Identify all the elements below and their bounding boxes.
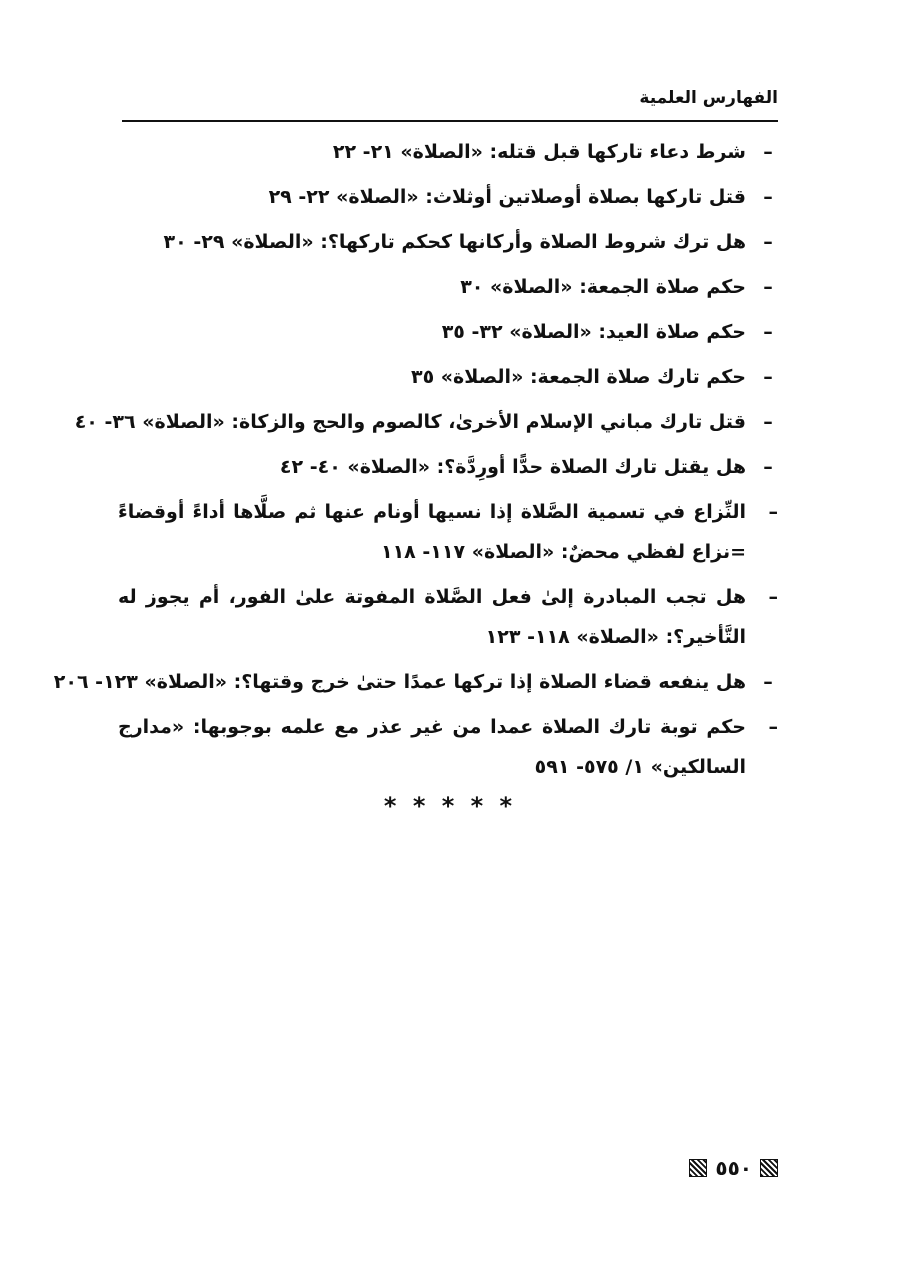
entry-dash: – (763, 366, 773, 388)
ornament-right-icon (760, 1159, 778, 1177)
entry-dash: – (763, 671, 773, 693)
running-header (122, 86, 778, 122)
entry-dash: – (763, 231, 773, 253)
index-entry (118, 492, 778, 572)
entry-text: هل ينفعه قضاء الصلاة إذا تركها عمدًا حتىٰ خرج وقتها؟: «الصلاة» ١٢٣- ٢٠٦ (53, 671, 746, 693)
header-title: الفهارس العلمية (639, 88, 778, 108)
page-number: ٥٥٠ (715, 1156, 752, 1180)
index-entry (118, 312, 778, 352)
entry-text: النِّزاع في تسمية الصَّلاة إذا نسيها أونام عنها ثم صلَّاها أداءً أوقضاءً =نزاع لفظي محضٌ: «الصلاة» ١١٧- ١١٨ (118, 501, 746, 563)
entry-dash: – (768, 501, 778, 523)
entry-text: شرط دعاء تاركها قبل قتله: «الصلاة» ٢١- ٢٢ (332, 141, 746, 163)
entry-text: قتل تارك مباني الإسلام الأخرىٰ، كالصوم والحج والزكاة: «الصلاة» ٣٦- ٤٠ (74, 411, 746, 433)
index-entry (118, 447, 778, 487)
index-entry (118, 132, 778, 172)
ornament-left-icon (689, 1159, 707, 1177)
index-entry (118, 177, 778, 217)
entry-dash: – (763, 411, 773, 433)
entry-text: حكم صلاة العيد: «الصلاة» ٣٢- ٣٥ (441, 321, 746, 343)
index-entry (53, 662, 778, 702)
index-entry (118, 577, 778, 657)
entry-dash: – (768, 586, 778, 608)
entry-dash: – (763, 456, 773, 478)
index-entry (118, 357, 778, 397)
entry-dash: – (763, 321, 773, 343)
entry-text: حكم صلاة الجمعة: «الصلاة» ٣٠ (460, 276, 746, 298)
entry-text: حكم توبة تارك الصلاة عمدا من غير عذر مع علمه بوجوبها: «مدارج السالكين» ١/ ٥٧٥- ٥٩١ (118, 716, 746, 778)
index-entry (74, 402, 778, 442)
entry-text: هل تجب المبادرة إلىٰ فعل الصَّلاة المفوتة علىٰ الفور، أم يجوز له التَّأخير؟: «الصلاة» ١١٨- ١٢٣ (118, 586, 746, 648)
entry-text: هل ترك شروط الصلاة وأركانها كحكم تاركها؟: «الصلاة» ٢٩- ٣٠ (163, 231, 746, 253)
entry-text: قتل تاركها بصلاة أوصلاتين أوثلاث: «الصلاة» ٢٢- ٢٩ (268, 186, 746, 208)
index-entry (118, 267, 778, 307)
entry-dash: – (763, 141, 773, 163)
index-entries-list (53, 132, 778, 792)
index-entry (118, 707, 778, 787)
entry-text: هل يقتل تارك الصلاة حدًّا أورِدَّة؟: «الصلاة» ٤٠- ٤٢ (279, 456, 746, 478)
entry-text: حكم تارك صلاة الجمعة: «الصلاة» ٣٥ (410, 366, 746, 388)
index-entry (118, 222, 778, 262)
entry-dash: – (768, 716, 778, 738)
section-separator: * * * * * (383, 792, 517, 820)
entry-dash: – (763, 276, 773, 298)
page-footer (689, 1150, 778, 1186)
entry-dash: – (763, 186, 773, 208)
